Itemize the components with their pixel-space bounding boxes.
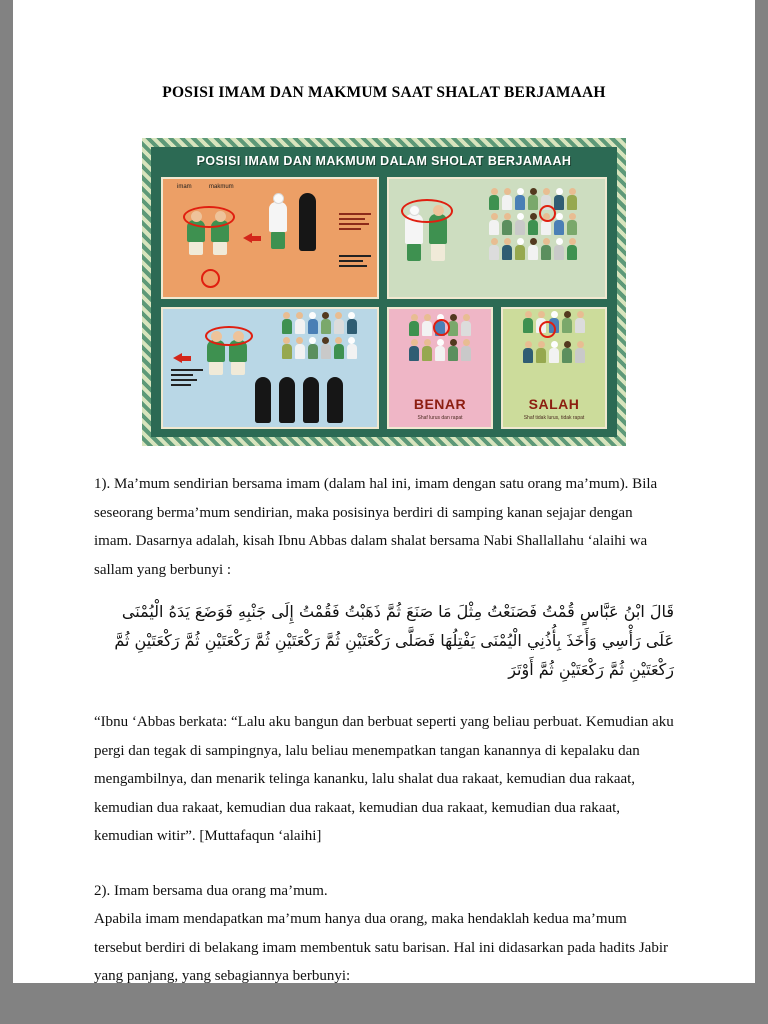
panel-salah <box>501 307 607 429</box>
salah-caption: Shaf tidak lurus, tidak rapat <box>523 415 585 421</box>
figure-woman <box>327 377 343 423</box>
paragraph-1: 1). Ma’mum sendirian bersama imam (dalam hal ini, imam dengan satu orang ma’mum). Bila seseorang berma’mum sendirian, maka posisinya berdiri di samping kanan sejajar dengan imam. Dasarnya adalah, kisah Ibnu Abbas dalam shalat bersama Nabi Shallallahu ‘alaihi wa sallam yang berbunyi : <box>94 476 658 578</box>
arabic-hadith: قَالَ ابْنُ عَبَّاسٍ قُمْتُ فَصَنَعْتُ مِثْلَ مَا صَنَعَ ثُمَّ ذَهَبْتُ فَقُمْتُ إِلَى جَنْبِهِ فَوَضَعَ يَدَهُ الْيُمْنَى عَلَى رَأْسِي وَأَخَذَ بِأُذُنِي الْيُمْنَى يَفْتِلُهَا فَصَلَّى رَكْعَتَيْنِ ثُمَّ رَكْعَتَيْنِ ثُمَّ رَكْعَتَيْنِ ثُمَّ رَكْعَتَيْنِ ثُمَّ رَكْعَتَيْنِ ثُمَّ رَكْعَتَيْنِ ثُمَّ أَوْتَرَ <box>114 602 674 679</box>
mini-figure <box>502 195 512 210</box>
benar-caption: Shaf lurus dan rapat <box>417 415 463 421</box>
mini-figure <box>549 348 559 363</box>
annotation-lines <box>171 369 203 389</box>
mini-figure <box>489 245 499 260</box>
mini-figure <box>567 245 577 260</box>
mini-figure <box>541 220 551 235</box>
mini-figure <box>448 346 458 361</box>
mini-figure <box>523 318 533 333</box>
mini-figure <box>295 319 305 334</box>
mini-figure <box>334 319 344 334</box>
mini-figure <box>334 344 344 359</box>
red-arrow-icon <box>243 233 252 243</box>
mini-figure <box>575 318 585 333</box>
poster-illustration <box>142 138 626 446</box>
label-makmum: makmum <box>209 184 234 190</box>
annotation-lines <box>339 213 371 233</box>
mini-figure <box>515 220 525 235</box>
paragraph-quote: “Ibnu ‘Abbas berkata: “Lalu aku bangun dan berbuat seperti yang beliau perbuat. Kemudian aku pergi dan tegak di sampingnya, lalu beliau menempatkan tangan kanannya di kepalaku dan mengambilnya, dan menarik telinga kananku, lalu shalat dua rakaat, kemudian dua rakaat, kemudian dua rakaat, kemudian dua rakaat, kemudian dua rakaat, kemudian dua rakaat, kemudian witir”. [Muttafaqun ‘alaihi] <box>94 714 674 845</box>
annotation-lines <box>339 255 371 270</box>
figure-woman <box>255 377 271 423</box>
red-arrow-icon <box>173 353 182 363</box>
mini-figure <box>575 348 585 363</box>
mini-figure <box>502 220 512 235</box>
crowd-illustration <box>263 311 375 361</box>
figure-woman <box>299 193 316 251</box>
crowd-illustration <box>511 313 597 363</box>
mini-figure <box>523 348 533 363</box>
mini-figure <box>422 346 432 361</box>
mini-figure <box>422 321 432 336</box>
mini-figure <box>347 344 357 359</box>
section-2-heading: 2). Imam bersama dua orang ma’mum. <box>94 882 328 899</box>
document-page <box>13 0 755 983</box>
mini-figure <box>489 195 499 210</box>
highlight-ring <box>433 319 450 336</box>
mini-figure <box>435 346 445 361</box>
mini-figure <box>515 245 525 260</box>
mini-figure <box>282 344 292 359</box>
mini-figure <box>528 220 538 235</box>
highlight-ring <box>183 206 235 228</box>
mini-figure <box>321 344 331 359</box>
panel-benar <box>387 307 493 429</box>
mini-figure <box>321 319 331 334</box>
mini-figure <box>347 319 357 334</box>
mini-figure <box>308 319 318 334</box>
mini-figure <box>528 195 538 210</box>
mini-figure <box>489 220 499 235</box>
mini-figure <box>528 245 538 260</box>
figure-woman <box>303 377 319 423</box>
highlight-ring <box>539 321 556 338</box>
highlight-ring <box>201 269 220 288</box>
mini-figure <box>567 195 577 210</box>
mini-figure <box>554 220 564 235</box>
salah-label: SALAH <box>528 396 580 412</box>
mini-figure <box>409 346 419 361</box>
figure-man <box>269 193 287 249</box>
mini-figure <box>515 195 525 210</box>
mini-figure <box>308 344 318 359</box>
benar-label: BENAR <box>413 396 467 412</box>
poster-title: POSISI IMAM DAN MAKMUM DALAM SHOLAT BERJAMAAH <box>196 154 572 168</box>
paragraph-2: Apabila imam mendapatkan ma’mum hanya dua orang, maka hendaklah kedua ma’mum tersebut berdiri di belakang imam membentuk satu barisan. Hal ini didasarkan pada hadits Jabir yang panjang, yang sebagiannya berbunyi: <box>94 911 668 983</box>
poster-background <box>151 147 617 437</box>
panel-women-row <box>161 307 379 429</box>
panel-congregation <box>387 177 607 299</box>
highlight-ring <box>539 205 556 222</box>
mini-figure <box>541 245 551 260</box>
highlight-ring <box>205 326 253 346</box>
mini-figure <box>554 245 564 260</box>
label-imam: imam <box>177 184 192 190</box>
mini-figure <box>295 344 305 359</box>
crowd-illustration <box>463 187 603 262</box>
panel-single-makmum <box>161 177 379 299</box>
document-title: POSISI IMAM DAN MAKMUM SAAT SHALAT BERJAMAAH <box>162 84 606 101</box>
highlight-ring <box>401 199 453 223</box>
mini-figure <box>536 348 546 363</box>
mini-figure <box>567 220 577 235</box>
mini-figure <box>461 346 471 361</box>
mini-figure <box>554 195 564 210</box>
document-body <box>13 470 755 983</box>
mini-figure <box>282 319 292 334</box>
mini-figure <box>502 245 512 260</box>
mini-figure <box>562 318 572 333</box>
figure-woman <box>279 377 295 423</box>
mini-figure <box>461 321 471 336</box>
mini-figure <box>562 348 572 363</box>
mini-figure <box>409 321 419 336</box>
